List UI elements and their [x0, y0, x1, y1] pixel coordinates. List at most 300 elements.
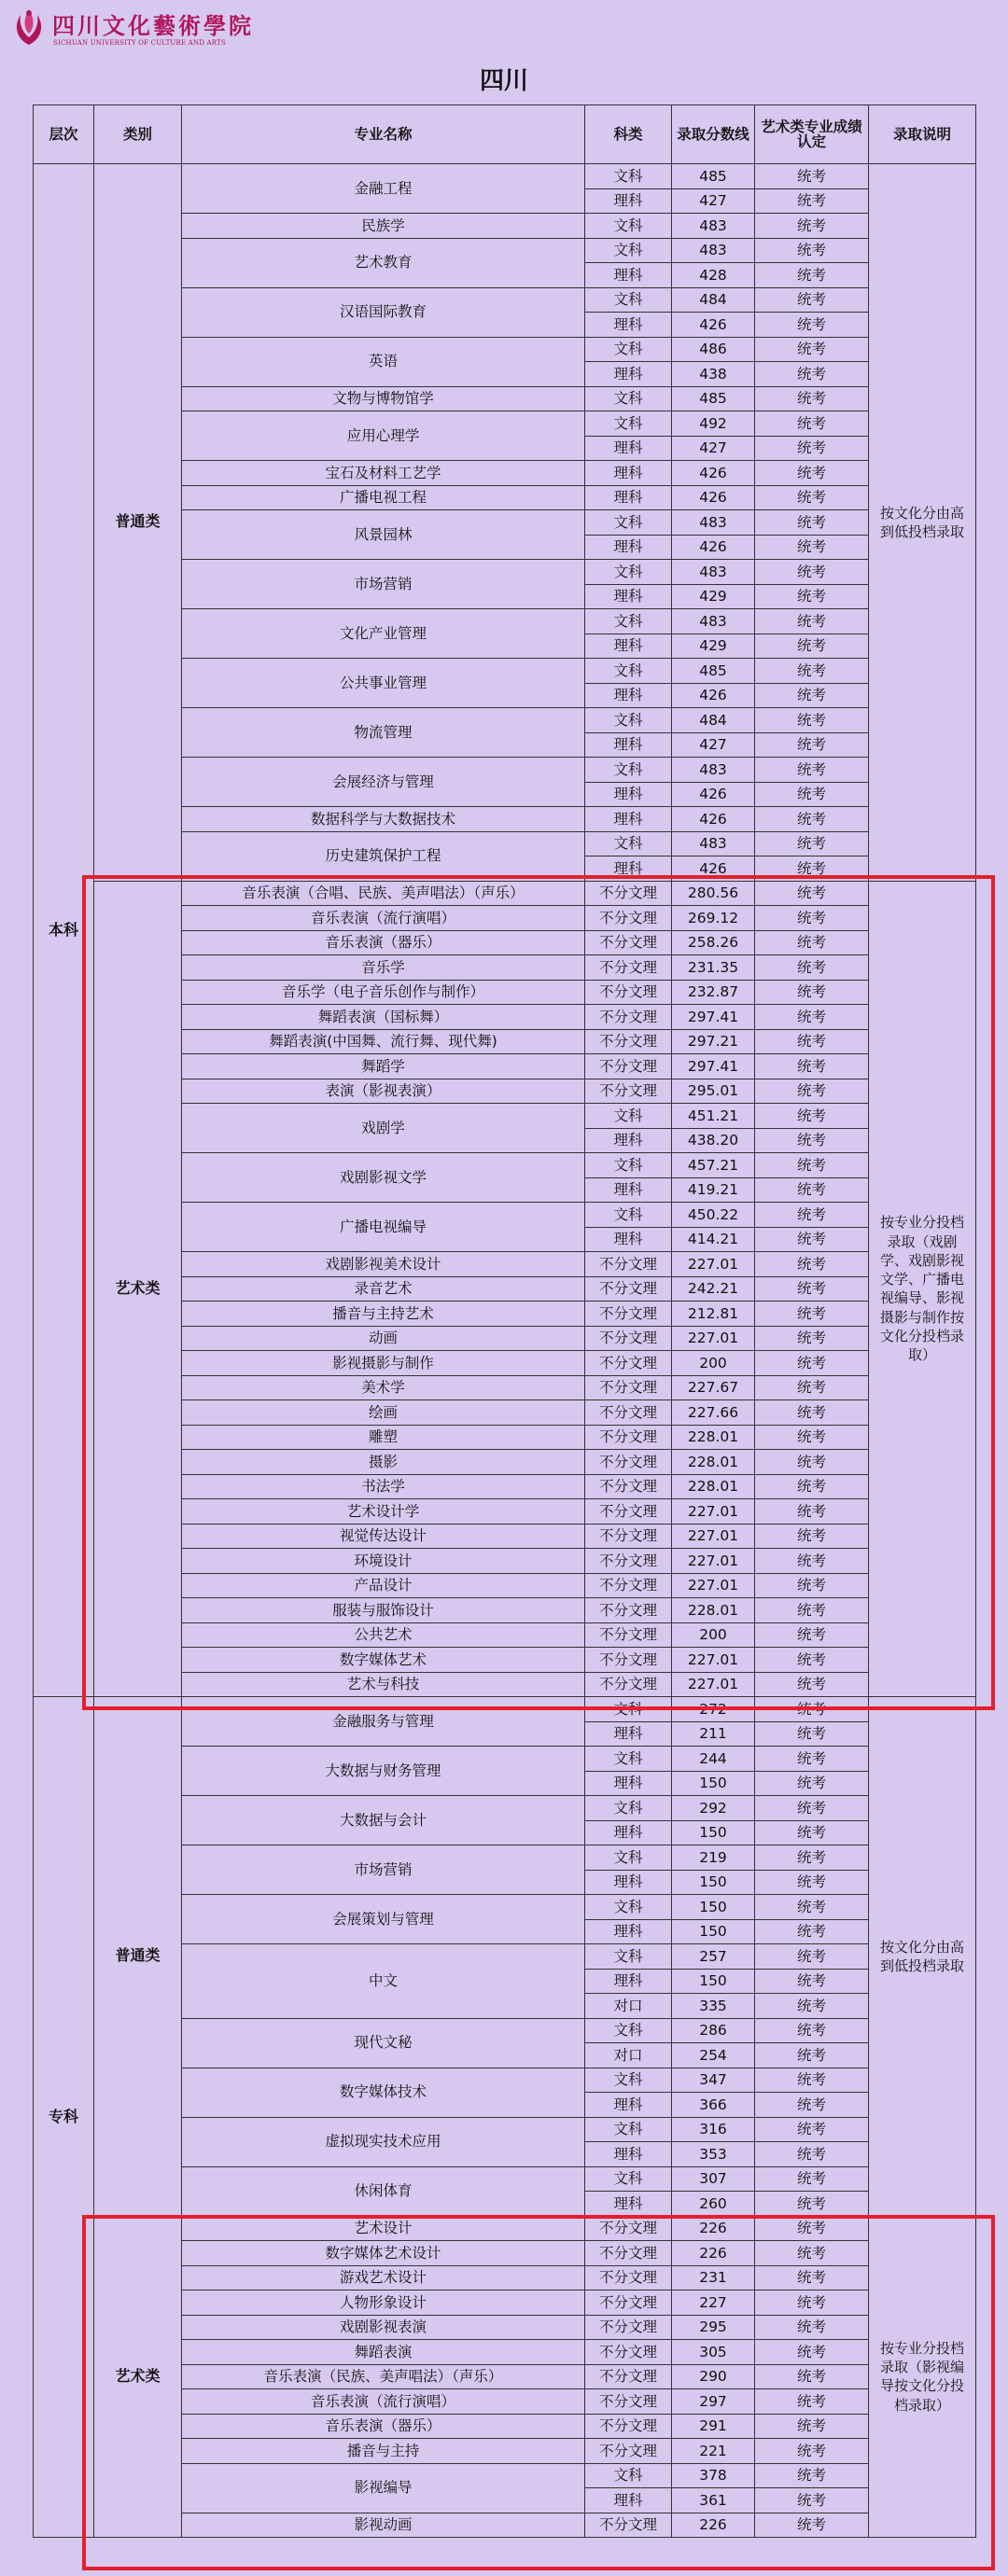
subject-cell: 理科: [585, 188, 672, 214]
art-recognition-cell: 统考: [755, 1375, 869, 1400]
score-cell: 244: [672, 1747, 755, 1772]
major-name-cell: 音乐表演（器乐）: [182, 930, 585, 955]
major-name-cell: 文化产业管理: [182, 609, 585, 659]
score-cell: 316: [672, 2117, 755, 2142]
major-name-cell: 会展经济与管理: [182, 758, 585, 807]
score-cell: 227.01: [672, 1524, 755, 1549]
subject-cell: 文科: [585, 758, 672, 783]
art-recognition-cell: 统考: [755, 313, 869, 338]
score-cell: 484: [672, 287, 755, 313]
art-recognition-cell: 统考: [755, 2068, 869, 2093]
art-recognition-cell: 统考: [755, 411, 869, 437]
school-logo-icon: [7, 6, 50, 49]
score-cell: 426: [672, 683, 755, 708]
score-cell: 426: [672, 461, 755, 486]
art-recognition-cell: 统考: [755, 214, 869, 239]
score-cell: 483: [672, 510, 755, 536]
score-cell: 483: [672, 831, 755, 856]
subject-cell: 不分文理: [585, 2340, 672, 2365]
major-name-cell: 历史建筑保护工程: [182, 831, 585, 881]
header-art-recognition: 艺术类专业成绩认定: [755, 105, 869, 164]
subject-cell: 不分文理: [585, 881, 672, 906]
score-cell: 226: [672, 2513, 755, 2538]
art-recognition-cell: 统考: [755, 1771, 869, 1796]
art-recognition-cell: 统考: [755, 1870, 869, 1895]
page-title: 四川: [479, 67, 528, 95]
score-cell: 231: [672, 2265, 755, 2291]
major-name-cell: 戏剧学: [182, 1104, 585, 1153]
major-name-cell: 金融服务与管理: [182, 1697, 585, 1747]
admission-note-cell: 按专业分投档录取（戏剧学、戏剧影视文学、广播电视编导、影视摄影与制作按文化分投档录取）: [869, 881, 976, 1697]
subject-cell: 理科: [585, 1969, 672, 1994]
school-header: [0, 0, 1008, 54]
major-name-cell: 应用心理学: [182, 411, 585, 461]
score-cell: 426: [672, 856, 755, 882]
art-recognition-cell: 统考: [755, 1474, 869, 1499]
header-note: 录取说明: [869, 105, 976, 164]
header-subject: 科类: [585, 105, 672, 164]
art-recognition-cell: 统考: [755, 1697, 869, 1722]
score-cell: 427: [672, 188, 755, 214]
header-score: 录取分数线: [672, 105, 755, 164]
major-name-cell: 表演（影视表演）: [182, 1079, 585, 1104]
score-cell: 297: [672, 2389, 755, 2415]
subject-cell: 不分文理: [585, 1524, 672, 1549]
score-cell: 280.56: [672, 881, 755, 906]
score-cell: 150: [672, 1895, 755, 1920]
score-cell: 228.01: [672, 1598, 755, 1623]
major-name-cell: 播音与主持: [182, 2439, 585, 2464]
subject-cell: 理科: [585, 1771, 672, 1796]
art-recognition-cell: 统考: [755, 1177, 869, 1203]
subject-cell: 理科: [585, 1227, 672, 1252]
major-name-cell: 摄影: [182, 1450, 585, 1475]
subject-cell: 文科: [585, 1104, 672, 1129]
art-recognition-cell: 统考: [755, 2018, 869, 2043]
art-recognition-cell: 统考: [755, 2265, 869, 2291]
subject-cell: 不分文理: [585, 1499, 672, 1525]
major-name-cell: 音乐学: [182, 955, 585, 981]
art-recognition-cell: 统考: [755, 1796, 869, 1821]
major-name-cell: 数字媒体艺术设计: [182, 2241, 585, 2266]
table-row: [34, 881, 976, 906]
art-recognition-cell: 统考: [755, 609, 869, 634]
art-recognition-cell: 统考: [755, 2364, 869, 2389]
score-cell: 427: [672, 436, 755, 461]
subject-cell: 不分文理: [585, 1375, 672, 1400]
category-cell: 普通类: [94, 164, 182, 882]
score-cell: 227.66: [672, 1400, 755, 1426]
subject-cell: 文科: [585, 238, 672, 263]
major-name-cell: 环境设计: [182, 1549, 585, 1574]
art-recognition-cell: 统考: [755, 2488, 869, 2513]
subject-cell: 不分文理: [585, 1573, 672, 1598]
score-cell: 150: [672, 1969, 755, 1994]
score-cell: 219: [672, 1845, 755, 1871]
subject-cell: 不分文理: [585, 955, 672, 981]
score-cell: 295: [672, 2315, 755, 2340]
art-recognition-cell: 统考: [755, 2093, 869, 2118]
major-name-cell: 音乐表演（流行演唱）: [182, 906, 585, 931]
art-recognition-cell: 统考: [755, 708, 869, 733]
score-cell: 429: [672, 584, 755, 609]
art-recognition-cell: 统考: [755, 906, 869, 931]
score-cell: 226: [672, 2216, 755, 2241]
art-recognition-cell: 统考: [755, 584, 869, 609]
subject-cell: 理科: [585, 1128, 672, 1153]
art-recognition-cell: 统考: [755, 2241, 869, 2266]
score-cell: 485: [672, 164, 755, 189]
score-cell: 438.20: [672, 1128, 755, 1153]
subject-cell: 理科: [585, 2142, 672, 2167]
score-cell: 290: [672, 2364, 755, 2389]
art-recognition-cell: 统考: [755, 2389, 869, 2415]
subject-cell: 理科: [585, 1820, 672, 1845]
score-cell: 483: [672, 609, 755, 634]
table-header-row: [34, 105, 976, 164]
major-name-cell: 休闲体育: [182, 2166, 585, 2216]
art-recognition-cell: 统考: [755, 1524, 869, 1549]
subject-cell: 理科: [585, 313, 672, 338]
art-recognition-cell: 统考: [755, 831, 869, 856]
art-recognition-cell: 统考: [755, 2463, 869, 2488]
major-name-cell: 音乐表演（民族、美声唱法）（声乐）: [182, 2364, 585, 2389]
subject-cell: 不分文理: [585, 1598, 672, 1623]
art-recognition-cell: 统考: [755, 856, 869, 882]
art-recognition-cell: 统考: [755, 1425, 869, 1450]
score-cell: 485: [672, 659, 755, 684]
art-recognition-cell: 统考: [755, 2043, 869, 2068]
admission-score-table: [33, 104, 976, 2538]
subject-cell: 不分文理: [585, 1005, 672, 1030]
score-cell: 292: [672, 1796, 755, 1821]
subject-cell: 理科: [585, 362, 672, 387]
category-cell: 艺术类: [94, 2216, 182, 2538]
major-name-cell: 视觉传达设计: [182, 1524, 585, 1549]
art-recognition-cell: 统考: [755, 1549, 869, 1574]
score-cell: 291: [672, 2414, 755, 2439]
level-cell: 专科: [34, 1697, 94, 2538]
major-name-cell: 戏剧影视表演: [182, 2315, 585, 2340]
art-recognition-cell: 统考: [755, 1969, 869, 1994]
major-name-cell: 英语: [182, 337, 585, 386]
art-recognition-cell: 统考: [755, 2117, 869, 2142]
subject-cell: 理科: [585, 584, 672, 609]
subject-cell: 理科: [585, 732, 672, 758]
level-cell: 本科: [34, 164, 94, 1697]
subject-cell: 不分文理: [585, 1252, 672, 1277]
admission-note-cell: 按文化分由高到低投档录取: [869, 164, 976, 882]
major-name-cell: 播音与主持艺术: [182, 1302, 585, 1327]
subject-cell: 文科: [585, 164, 672, 189]
major-name-cell: 游戏艺术设计: [182, 2265, 585, 2291]
major-name-cell: 录音艺术: [182, 1276, 585, 1302]
subject-cell: 文科: [585, 2018, 672, 2043]
subject-cell: 不分文理: [585, 2315, 672, 2340]
subject-cell: 文科: [585, 560, 672, 585]
school-name-en: SICHUAN UNIVERSITY OF CULTURE AND ARTS: [53, 39, 227, 47]
art-recognition-cell: 统考: [755, 436, 869, 461]
subject-cell: 理科: [585, 2488, 672, 2513]
major-name-cell: 产品设计: [182, 1573, 585, 1598]
score-cell: 228.01: [672, 1425, 755, 1450]
subject-cell: 理科: [585, 2093, 672, 2118]
art-recognition-cell: 统考: [755, 1721, 869, 1747]
subject-cell: 文科: [585, 2117, 672, 2142]
art-recognition-cell: 统考: [755, 683, 869, 708]
score-cell: 485: [672, 386, 755, 411]
art-recognition-cell: 统考: [755, 659, 869, 684]
subject-cell: 不分文理: [585, 2265, 672, 2291]
major-name-cell: 艺术设计学: [182, 1499, 585, 1525]
major-name-cell: 艺术教育: [182, 238, 585, 287]
subject-cell: 理科: [585, 634, 672, 659]
score-cell: 227.01: [672, 1326, 755, 1351]
art-recognition-cell: 统考: [755, 560, 869, 585]
art-recognition-cell: 统考: [755, 1994, 869, 2019]
category-cell: 艺术类: [94, 881, 182, 1697]
subject-cell: 不分文理: [585, 906, 672, 931]
major-name-cell: 动画: [182, 1326, 585, 1351]
art-recognition-cell: 统考: [755, 930, 869, 955]
major-name-cell: 舞蹈表演（国标舞）: [182, 1005, 585, 1030]
art-recognition-cell: 统考: [755, 1845, 869, 1871]
major-name-cell: 戏剧影视文学: [182, 1153, 585, 1203]
subject-cell: 不分文理: [585, 1672, 672, 1697]
subject-cell: 理科: [585, 856, 672, 882]
category-cell: 普通类: [94, 1697, 182, 2217]
subject-cell: 理科: [585, 807, 672, 832]
subject-cell: 不分文理: [585, 1425, 672, 1450]
major-name-cell: 虚拟现实技术应用: [182, 2117, 585, 2166]
subject-cell: 文科: [585, 214, 672, 239]
subject-cell: 不分文理: [585, 1079, 672, 1104]
subject-cell: 文科: [585, 1796, 672, 1821]
major-name-cell: 人物形象设计: [182, 2291, 585, 2316]
art-recognition-cell: 统考: [755, 1005, 869, 1030]
subject-cell: 不分文理: [585, 2291, 672, 2316]
major-name-cell: 数据科学与大数据技术: [182, 807, 585, 832]
major-name-cell: 公共艺术: [182, 1622, 585, 1648]
art-recognition-cell: 统考: [755, 1895, 869, 1920]
score-cell: 429: [672, 634, 755, 659]
art-recognition-cell: 统考: [755, 807, 869, 832]
header-type: 类别: [94, 105, 182, 164]
subject-cell: 理科: [585, 2192, 672, 2217]
major-name-cell: 音乐表演（流行演唱）: [182, 2389, 585, 2415]
art-recognition-cell: 统考: [755, 1672, 869, 1697]
score-cell: 483: [672, 560, 755, 585]
score-cell: 457.21: [672, 1153, 755, 1178]
art-recognition-cell: 统考: [755, 881, 869, 906]
score-cell: 414.21: [672, 1227, 755, 1252]
subject-cell: 理科: [585, 535, 672, 560]
art-recognition-cell: 统考: [755, 1326, 869, 1351]
subject-cell: 理科: [585, 461, 672, 486]
school-name-cn: 四川文化藝術學院: [52, 12, 254, 39]
subject-cell: 不分文理: [585, 1450, 672, 1475]
major-name-cell: 公共事业管理: [182, 659, 585, 708]
art-recognition-cell: 统考: [755, 1351, 869, 1376]
score-cell: 378: [672, 2463, 755, 2488]
major-name-cell: 舞蹈表演: [182, 2340, 585, 2365]
major-name-cell: 音乐学（电子音乐创作与制作）: [182, 980, 585, 1005]
major-name-cell: 市场营销: [182, 1845, 585, 1895]
admission-note-cell: 按文化分由高到低投档录取: [869, 1697, 976, 2217]
subject-cell: 不分文理: [585, 2364, 672, 2389]
subject-cell: 不分文理: [585, 2241, 672, 2266]
score-cell: 297.41: [672, 1005, 755, 1030]
score-cell: 228.01: [672, 1450, 755, 1475]
score-cell: 335: [672, 1994, 755, 2019]
score-cell: 484: [672, 708, 755, 733]
subject-cell: 文科: [585, 1203, 672, 1228]
art-recognition-cell: 统考: [755, 1104, 869, 1129]
subject-cell: 不分文理: [585, 2513, 672, 2538]
major-name-cell: 风景园林: [182, 510, 585, 560]
score-cell: 483: [672, 758, 755, 783]
subject-cell: 文科: [585, 708, 672, 733]
score-cell: 227.01: [672, 1573, 755, 1598]
score-cell: 483: [672, 238, 755, 263]
art-recognition-cell: 统考: [755, 362, 869, 387]
major-name-cell: 数字媒体艺术: [182, 1648, 585, 1673]
subject-cell: 文科: [585, 1697, 672, 1722]
art-recognition-cell: 统考: [755, 782, 869, 807]
art-recognition-cell: 统考: [755, 1499, 869, 1525]
subject-cell: 文科: [585, 2166, 672, 2192]
subject-cell: 理科: [585, 1721, 672, 1747]
subject-cell: 不分文理: [585, 1622, 672, 1648]
art-recognition-cell: 统考: [755, 1450, 869, 1475]
major-name-cell: 数字媒体技术: [182, 2068, 585, 2117]
score-cell: 227.01: [672, 1499, 755, 1525]
art-recognition-cell: 统考: [755, 955, 869, 981]
score-cell: 451.21: [672, 1104, 755, 1129]
major-name-cell: 大数据与会计: [182, 1796, 585, 1845]
major-name-cell: 服装与服饰设计: [182, 1598, 585, 1623]
subject-cell: 不分文理: [585, 1302, 672, 1327]
score-cell: 150: [672, 1820, 755, 1845]
subject-cell: 文科: [585, 510, 672, 536]
score-cell: 227: [672, 2291, 755, 2316]
art-recognition-cell: 统考: [755, 2192, 869, 2217]
subject-cell: 不分文理: [585, 1549, 672, 1574]
art-recognition-cell: 统考: [755, 238, 869, 263]
art-recognition-cell: 统考: [755, 1203, 869, 1228]
art-recognition-cell: 统考: [755, 263, 869, 288]
subject-cell: 理科: [585, 683, 672, 708]
subject-cell: 文科: [585, 287, 672, 313]
major-name-cell: 大数据与财务管理: [182, 1747, 585, 1796]
subject-cell: 不分文理: [585, 1029, 672, 1054]
score-cell: 366: [672, 2093, 755, 2118]
major-name-cell: 音乐表演（器乐）: [182, 2414, 585, 2439]
subject-cell: 不分文理: [585, 2414, 672, 2439]
major-name-cell: 民族学: [182, 214, 585, 239]
score-cell: 297.21: [672, 1029, 755, 1054]
subject-cell: 理科: [585, 782, 672, 807]
score-cell: 438: [672, 362, 755, 387]
major-name-cell: 音乐表演（合唱、民族、美声唱法）（声乐）: [182, 881, 585, 906]
score-cell: 200: [672, 1351, 755, 1376]
score-cell: 295.01: [672, 1079, 755, 1104]
subject-cell: 理科: [585, 436, 672, 461]
subject-cell: 理科: [585, 263, 672, 288]
subject-cell: 文科: [585, 1944, 672, 1970]
subject-cell: 文科: [585, 2463, 672, 2488]
subject-cell: 不分文理: [585, 1326, 672, 1351]
score-cell: 269.12: [672, 906, 755, 931]
art-recognition-cell: 统考: [755, 1227, 869, 1252]
score-cell: 492: [672, 411, 755, 437]
header-level: 层次: [34, 105, 94, 164]
score-cell: 426: [672, 313, 755, 338]
subject-cell: 文科: [585, 337, 672, 362]
art-recognition-cell: 统考: [755, 1400, 869, 1426]
art-recognition-cell: 统考: [755, 1622, 869, 1648]
score-cell: 150: [672, 1919, 755, 1944]
subject-cell: 理科: [585, 1870, 672, 1895]
subject-cell: 理科: [585, 1177, 672, 1203]
major-name-cell: 宝石及材料工艺学: [182, 461, 585, 486]
score-cell: 150: [672, 1870, 755, 1895]
subject-cell: 不分文理: [585, 1474, 672, 1499]
major-name-cell: 影视编导: [182, 2463, 585, 2513]
subject-cell: 文科: [585, 411, 672, 437]
admission-note-cell: 按专业分投档录取（影视编导按文化分投档录取）: [869, 2216, 976, 2538]
major-name-cell: 舞蹈表演(中国舞、流行舞、现代舞): [182, 1029, 585, 1054]
art-recognition-cell: 统考: [755, 1029, 869, 1054]
score-cell: 227.01: [672, 1549, 755, 1574]
subject-cell: 不分文理: [585, 930, 672, 955]
subject-cell: 不分文理: [585, 1351, 672, 1376]
subject-cell: 对口: [585, 2043, 672, 2068]
subject-cell: 文科: [585, 659, 672, 684]
art-recognition-cell: 统考: [755, 1252, 869, 1277]
score-cell: 211: [672, 1721, 755, 1747]
art-recognition-cell: 统考: [755, 732, 869, 758]
score-cell: 272: [672, 1697, 755, 1722]
art-recognition-cell: 统考: [755, 2142, 869, 2167]
art-recognition-cell: 统考: [755, 2414, 869, 2439]
major-name-cell: 影视动画: [182, 2513, 585, 2538]
score-cell: 450.22: [672, 1203, 755, 1228]
major-name-cell: 中文: [182, 1944, 585, 2019]
art-recognition-cell: 统考: [755, 1919, 869, 1944]
score-cell: 227.67: [672, 1375, 755, 1400]
table-row: [34, 164, 976, 189]
major-name-cell: 戏剧影视美术设计: [182, 1252, 585, 1277]
score-cell: 228.01: [672, 1474, 755, 1499]
subject-cell: 不分文理: [585, 1054, 672, 1079]
table-row: [34, 1697, 976, 1722]
major-name-cell: 现代文秘: [182, 2018, 585, 2068]
art-recognition-cell: 统考: [755, 535, 869, 560]
score-cell: 307: [672, 2166, 755, 2192]
major-name-cell: 书法学: [182, 1474, 585, 1499]
subject-cell: 不分文理: [585, 1276, 672, 1302]
subject-cell: 不分文理: [585, 980, 672, 1005]
subject-cell: 文科: [585, 1153, 672, 1178]
subject-cell: 文科: [585, 831, 672, 856]
score-cell: 426: [672, 807, 755, 832]
subject-cell: 文科: [585, 2068, 672, 2093]
art-recognition-cell: 统考: [755, 287, 869, 313]
subject-cell: 文科: [585, 1747, 672, 1772]
score-cell: 427: [672, 732, 755, 758]
art-recognition-cell: 统考: [755, 337, 869, 362]
